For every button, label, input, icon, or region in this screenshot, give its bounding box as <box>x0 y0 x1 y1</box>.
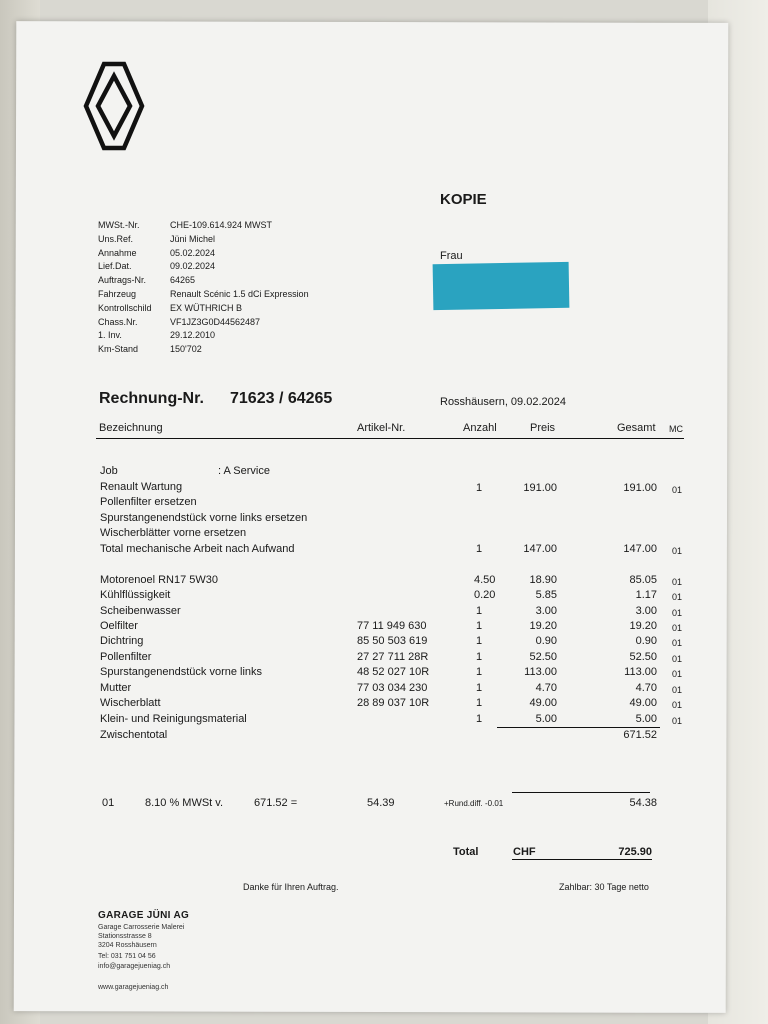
col-gesamt: Gesamt <box>617 422 656 434</box>
part-desc: Motorenoel RN17 5W30 <box>100 574 219 586</box>
total-currency: CHF <box>513 846 536 858</box>
part-total: 113.00 <box>624 666 657 678</box>
part-price: 0.90 <box>535 635 557 647</box>
part-qty: 0.20 <box>474 589 496 601</box>
part-total: 1.17 <box>635 589 657 601</box>
footer-line: Garage Carrosserie Malerei <box>98 924 185 931</box>
meta-value: 29.12.2010 <box>170 330 216 341</box>
part-qty: 1 <box>476 682 483 694</box>
vat-base: 671.52 = <box>254 797 298 809</box>
part-mc: 01 <box>672 623 683 633</box>
part-art: 48 52 027 10R <box>357 666 430 678</box>
part-desc: Kühlflüssigkeit <box>100 589 171 601</box>
part-art: 27 27 711 28R <box>357 651 429 663</box>
subtotal-label: Zwischentotal <box>100 729 168 741</box>
part-qty: 1 <box>476 635 483 647</box>
part-art: 77 03 034 230 <box>357 682 428 694</box>
footer-website: www.garagejueniag.ch <box>98 984 169 991</box>
total-value: 725.90 <box>618 846 652 858</box>
part-mc: 01 <box>672 608 683 618</box>
thanks-text: Danke für Ihren Auftrag. <box>243 882 339 892</box>
vat-amount: 54.39 <box>367 797 395 809</box>
footer-line: Tel: 031 751 04 56 <box>98 953 156 960</box>
invoice-label: Rechnung-Nr. <box>99 390 204 407</box>
part-qty: 4.50 <box>474 574 496 586</box>
part-price: 19.20 <box>529 620 557 632</box>
part-price: 113.00 <box>524 666 557 678</box>
part-total: 5.00 <box>635 713 657 725</box>
part-desc: Scheibenwasser <box>100 605 181 617</box>
recipient-salutation: Frau <box>440 250 463 262</box>
vat-code: 01 <box>102 797 115 809</box>
part-total: 85.05 <box>629 574 657 586</box>
part-mc: 01 <box>672 669 683 679</box>
part-art: 85 50 503 619 <box>357 635 428 647</box>
footer-line: 3204 Rosshäusern <box>98 942 157 949</box>
meta-value: 150'702 <box>170 344 202 355</box>
payment-terms: Zahlbar: 30 Tage netto <box>559 882 649 892</box>
part-price: 4.70 <box>535 682 557 694</box>
item-price: 191.00 <box>523 482 557 494</box>
part-total: 0.90 <box>635 635 657 647</box>
part-desc: Pollenfilter <box>100 651 152 663</box>
item-qty: 1 <box>476 543 483 555</box>
part-qty: 1 <box>476 651 483 663</box>
company-name: GARAGE JÜNI AG <box>98 910 190 921</box>
redaction-sticker <box>433 262 570 310</box>
meta-label: Chass.Nr. <box>98 316 138 327</box>
part-price: 18.90 <box>529 574 557 586</box>
part-mc: 01 <box>672 716 683 726</box>
meta-label: Fahrzeug <box>98 288 137 299</box>
part-mc: 01 <box>672 654 683 664</box>
meta-label: Lief.Dat. <box>98 261 132 272</box>
meta-value: 05.02.2024 <box>170 247 216 258</box>
footer-line: Stationsstrasse 8 <box>98 933 152 940</box>
part-desc: Spurstangenendstück vorne links <box>100 666 263 678</box>
part-price: 52.50 <box>529 651 557 663</box>
part-price: 5.85 <box>535 589 557 601</box>
place-date: Rosshäusern, 09.02.2024 <box>440 396 566 408</box>
part-total: 52.50 <box>629 651 657 663</box>
footer-email: info@garagejueniag.ch <box>98 963 171 970</box>
meta-label: MWSt.-Nr. <box>98 220 140 230</box>
vat-rate: 8.10 % MWSt v. <box>145 797 224 809</box>
part-qty: 1 <box>476 697 483 709</box>
job-label: Job <box>100 465 118 477</box>
meta-value: CHE-109.614.924 MWST <box>170 220 273 230</box>
meta-value: VF1JZ3G0D44562487 <box>170 316 261 327</box>
meta-value: EX WÜTHRICH B <box>170 302 242 313</box>
total-label: Total <box>453 846 479 858</box>
meta-label: 1. Inv. <box>98 330 122 341</box>
col-anzahl: Anzahl <box>463 422 497 434</box>
col-artikel: Artikel-Nr. <box>357 422 406 434</box>
part-qty: 1 <box>476 620 483 632</box>
renault-logo-icon <box>82 60 146 152</box>
copy-label: KOPIE <box>440 191 487 208</box>
part-desc: Mutter <box>100 682 132 694</box>
vat-final: 54.38 <box>629 797 657 809</box>
subtotal-value: 671.52 <box>623 729 657 741</box>
part-desc: Wischerblatt <box>100 697 161 709</box>
part-total: 4.70 <box>635 682 657 694</box>
item-mc: 01 <box>672 485 683 495</box>
part-price: 3.00 <box>535 605 557 617</box>
rounding-diff: +Rund.diff. -0.01 <box>444 799 504 808</box>
part-total: 49.00 <box>629 697 657 709</box>
vat-rule <box>512 792 650 793</box>
item-total: 191.00 <box>623 482 657 494</box>
part-qty: 1 <box>476 605 483 617</box>
col-bezeichnung: Bezeichnung <box>99 422 163 434</box>
meta-labels <box>98 219 152 357</box>
total-rule <box>512 859 652 860</box>
part-art: 77 11 949 630 <box>357 620 427 632</box>
part-mc: 01 <box>672 638 683 648</box>
meta-values <box>170 219 309 357</box>
meta-label: Auftrags-Nr. <box>98 275 147 286</box>
meta-label: Kontrollschild <box>98 302 152 313</box>
header-divider <box>96 438 684 439</box>
job-value: : A Service <box>218 465 270 477</box>
item-price: 147.00 <box>523 543 557 555</box>
part-desc: Klein- und Reinigungsmaterial <box>100 713 247 725</box>
invoice-number: 71623 / 64265 <box>230 390 333 407</box>
part-qty: 1 <box>476 713 483 725</box>
item-desc: Pollenfilter ersetzen <box>100 496 197 508</box>
part-desc: Oelfilter <box>100 620 138 632</box>
col-preis: Preis <box>530 422 556 434</box>
meta-value: 64265 <box>170 275 196 286</box>
item-total: 147.00 <box>623 543 657 555</box>
part-desc: Dichtring <box>100 635 144 647</box>
meta-value: Renault Scénic 1.5 dCi Expression <box>170 288 309 299</box>
part-mc: 01 <box>672 592 683 602</box>
part-qty: 1 <box>476 666 483 678</box>
col-mc: MC <box>669 424 683 434</box>
part-art: 28 89 037 10R <box>357 697 430 709</box>
item-mc: 01 <box>672 546 683 556</box>
part-total: 19.20 <box>629 620 657 632</box>
part-mc: 01 <box>672 685 683 695</box>
item-desc: Renault Wartung <box>100 481 183 493</box>
item-desc: Wischerblätter vorne ersetzen <box>100 527 247 539</box>
subtotal-rule <box>497 727 660 728</box>
item-qty: 1 <box>476 482 483 494</box>
part-mc: 01 <box>672 700 683 710</box>
meta-value: Jüni Michel <box>170 233 216 244</box>
item-desc: Spurstangenendstück vorne links ersetzen <box>100 512 308 524</box>
part-total: 3.00 <box>635 605 657 617</box>
meta-label: Annahme <box>98 247 137 258</box>
part-price: 5.00 <box>535 713 557 725</box>
part-mc: 01 <box>672 577 683 587</box>
part-price: 49.00 <box>529 697 557 709</box>
item-desc: Total mechanische Arbeit nach Aufwand <box>100 543 295 555</box>
meta-value: 09.02.2024 <box>170 261 216 272</box>
meta-label: Uns.Ref. <box>98 233 134 244</box>
meta-label: Km-Stand <box>98 344 139 355</box>
